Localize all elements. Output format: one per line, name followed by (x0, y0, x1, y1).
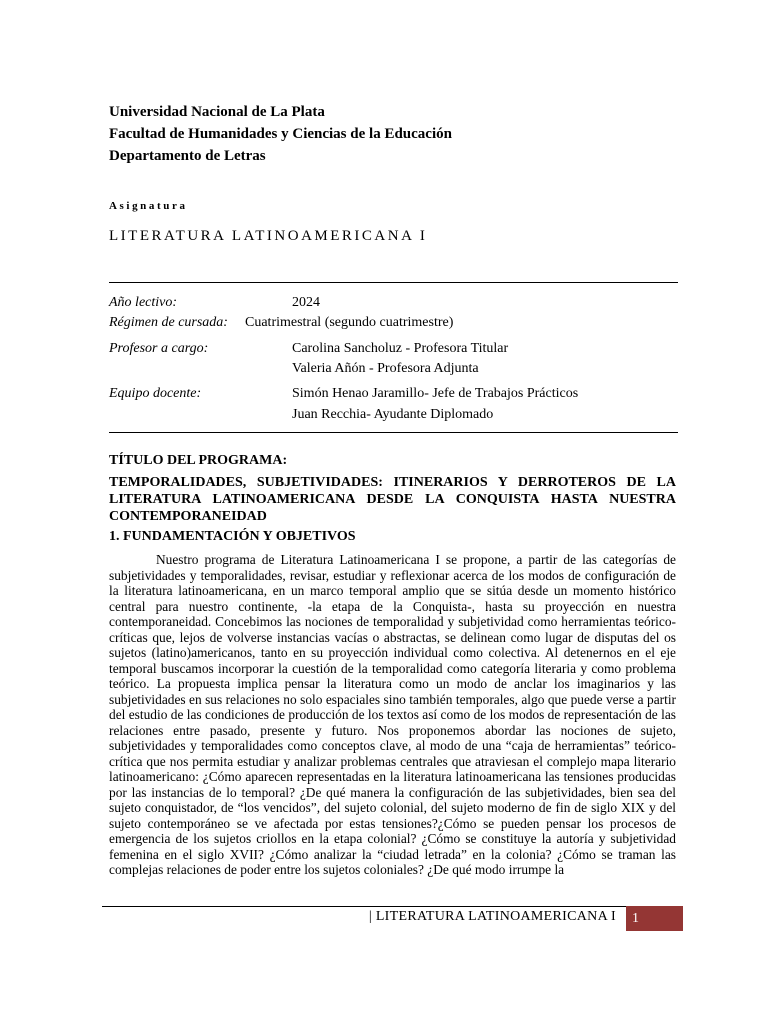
section-heading: 1. FUNDAMENTACIÓN Y OBJETIVOS (109, 529, 356, 544)
page-number: 1 (632, 911, 639, 926)
faculty-name: Facultad de Humanidades y Ciencias de la Educación (109, 126, 452, 142)
team-member-2: Juan Recchia- Ayudante Diplomado (292, 407, 494, 422)
professor-label: Profesor a cargo: (109, 341, 209, 356)
institution-header (109, 101, 452, 167)
program-label: TÍTULO DEL PROGRAMA: (109, 453, 288, 468)
body-paragraph: Nuestro programa de Literatura Latinoamericana I se propone, a partir de las categorías de subjetividades y temporalidades, revisar, estudiar y reflexionar acerca de los modos de configuración de la literatura latinoamericana, en un marco temporal amplio que se sitúa desde un momento histórico central para nuestro continente, -la etapa de la Conquista-, hasta su proyección en nuestra contemporaneidad. Concebimos las nociones de temporalidad y subjetividad como herramientas teórico-críticas que, lejos de volverse instancias vacías o abstractas, se delinean como lugar de disputas del os sujetos (latino)americanos, tanto en su proyección individual como colectiva. Al detenernos en el eje temporal buscamos incorporar la cuestión de la temporalidad como categoría literaria y como problema teórico. La propuesta implica pensar la literatura como un modo de anclar los imaginarios y las subjetividades en sus relaciones no solo espaciales sino también temporales, algo que puede verse a partir del estudio de las condiciones de producción de los textos así como de los modos de representación de las relaciones entre pasado, presente y futuro. Nos proponemos abordar las nociones de sujeto, subjetividades y temporalidades como conceptos clave, al modo de una “caja de herramientas” teórico-crítica que nos permita estudiar y analizar problemas centrales que atraviesan el complejo mapa literario latinoamericano: ¿Cómo aparecen representadas en la literatura latinoamericana las tensiones producidas por las instancias de lo temporal? ¿De qué manera la configuración de las subjetividades, bien sea del sujeto conquistador, de “los vencidos”, del sujeto colonial, del sujeto moderno de fin de siglo XIX y del sujeto contemporáneo se ve afectada por estas tensiones?¿Cómo se pueden pensar los procesos de emergencia de los sujetos criollos en la etapa colonial? ¿Cómo se constituye la autoría y subjetividad femenina en el siglo XVII? ¿Cómo analizar la “ciudad letrada” en la colonia? ¿Cómo se traman las complejas relaciones de poder entre los sujetos coloniales? ¿De qué modo irrumpe la (109, 552, 676, 877)
footer-divider (102, 906, 626, 907)
program-title: TEMPORALIDADES, SUBJETIVIDADES: ITINERARIOS Y DERROTEROS DE LA LITERATURA LATINOAMERICANA DESDE LA CONQUISTA HASTA NUESTRA CONTEMPORANEIDAD (109, 475, 676, 524)
team-label: Equipo docente: (109, 386, 202, 401)
department-name: Departamento de Letras (109, 148, 266, 164)
professor-2: Valeria Añón - Profesora Adjunta (292, 361, 479, 376)
team-row (109, 384, 201, 404)
course-label: Asignatura (109, 200, 188, 212)
year-value: 2024 (292, 295, 320, 310)
professor-row (109, 339, 208, 359)
footer-course-title: | LITERATURA LATINOAMERICANA I (368, 909, 616, 924)
course-title: LITERATURA LATINOAMERICANA I (109, 228, 428, 244)
year-label: Año lectivo: (109, 295, 178, 310)
regime-row (109, 313, 228, 333)
info-bottom-divider (109, 432, 678, 433)
professor-1: Carolina Sancholuz - Profesora Titular (292, 341, 509, 356)
top-divider (109, 282, 678, 283)
page-number-badge (626, 906, 683, 931)
team-member-1: Simón Henao Jaramillo- Jefe de Trabajos Prácticos (292, 386, 579, 401)
regime-value: Cuatrimestral (segundo cuatrimestre) (245, 315, 454, 330)
year-row (109, 293, 177, 313)
university-name: Universidad Nacional de La Plata (109, 104, 325, 120)
regime-label: Régimen de cursada: (109, 315, 228, 330)
